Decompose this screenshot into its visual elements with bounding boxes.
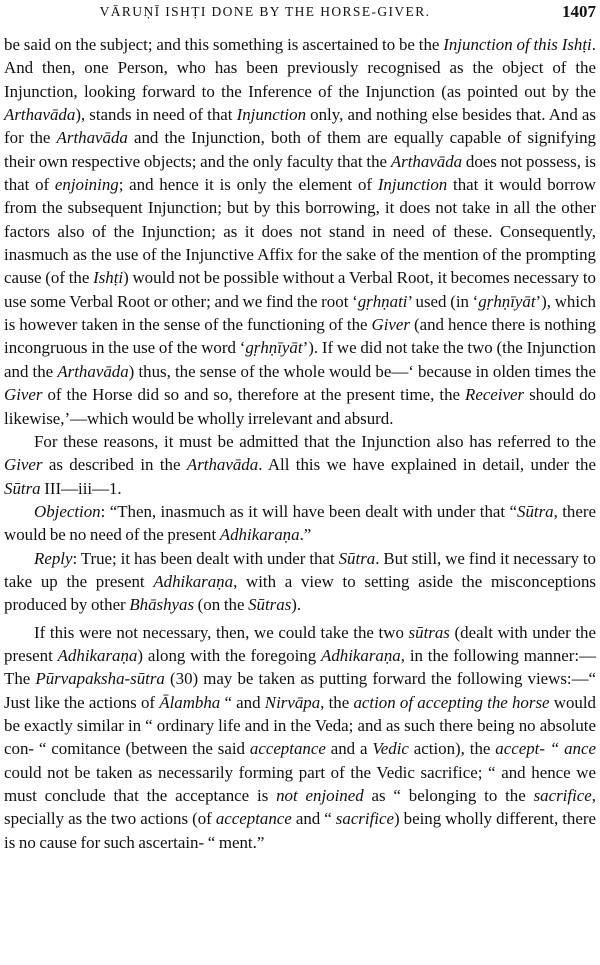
text-run: could not be taken as necessarily forming part of the Vedic sacrifice; “ and hence we must conclude that the acceptance is bbox=[4, 762, 596, 805]
text-run: If this were not necessary, then, we could take the two bbox=[34, 622, 409, 642]
italic-text: Adhikaraṇa bbox=[219, 525, 300, 545]
text-run: III—iii—1. bbox=[40, 478, 122, 498]
text-run: ) would not be possible without a Verbal Root, it becomes necessary to use some Verbal Root or other; and we find the root ‘ bbox=[4, 268, 596, 311]
italic-text: Nirvāpa bbox=[264, 692, 321, 712]
italic-text: gṛhṇīyāt bbox=[245, 338, 303, 358]
paragraph bbox=[4, 500, 596, 547]
italic-text: Ishṭi bbox=[93, 268, 124, 288]
body-text bbox=[4, 33, 596, 854]
running-title: VĀRUṆĪ ISHṬI DONE BY THE HORSE-GIVER. bbox=[99, 4, 431, 19]
italic-text: enjoining bbox=[54, 175, 119, 195]
text-run: : “Then, inasmuch as it will have been dealt with under that “ bbox=[100, 501, 517, 521]
text-run: ) being wholly different, there is no cause for such ascertain- “ ment.” bbox=[4, 809, 596, 852]
text-run: and a bbox=[325, 739, 373, 759]
italic-text: Sūtra bbox=[517, 501, 554, 521]
italic-text: action of accepting the horse bbox=[353, 692, 550, 712]
text-run: , with a view to setting aside the misconceptions produced by other bbox=[4, 571, 596, 615]
paragraph bbox=[4, 547, 596, 617]
text-run: ’), which is however taken in the sense of the functioning of the bbox=[4, 291, 596, 335]
italic-text: not enjoined bbox=[276, 786, 364, 805]
text-run: . All this we have explained in detail, under the bbox=[258, 455, 596, 475]
italic-text: Objection bbox=[34, 501, 101, 521]
italic-text: acceptance bbox=[249, 739, 326, 759]
text-run: as described in the bbox=[42, 455, 187, 475]
page-number: 1407 bbox=[562, 2, 596, 21]
text-run: ). bbox=[291, 595, 302, 615]
text-run: of the Horse did so and so, therefore at the present time, the bbox=[42, 385, 465, 405]
italic-text: Adhikaraṇa bbox=[321, 645, 401, 665]
italic-text: Giver bbox=[4, 385, 43, 405]
paragraph bbox=[4, 33, 596, 430]
text-run: , the bbox=[320, 692, 354, 712]
italic-text: Vedic bbox=[372, 739, 409, 759]
text-run: ) along with the foregoing bbox=[137, 645, 321, 665]
italic-text: acceptance bbox=[215, 809, 292, 829]
italic-text: Arthavāda bbox=[57, 361, 129, 381]
text-run: and the Injunction, both of them are equally capable of signifying their own respective objects; and the only faculty that the bbox=[4, 128, 597, 171]
italic-text: Sūtra bbox=[338, 548, 376, 568]
text-run: ; and hence it is only the element of bbox=[118, 175, 378, 195]
text-run: . And then, one Person, who has been previously recognised as the object of the Injunction, looking forward to the Inference of the Injunction (as pointed out by the bbox=[4, 35, 596, 101]
text-run: and “ bbox=[291, 809, 336, 829]
text-run: (dealt with under the present bbox=[4, 622, 597, 665]
italic-text: accept- “ ance bbox=[495, 739, 596, 759]
text-run: : True; it has been dealt with under that bbox=[72, 548, 339, 568]
italic-text: Arthavāda bbox=[56, 128, 128, 148]
text-run: (on the bbox=[194, 595, 249, 615]
italic-text: Bhāshyas bbox=[129, 595, 195, 615]
italic-text: Sūtras bbox=[248, 595, 292, 615]
italic-text: Adhikaraṇa bbox=[57, 645, 138, 665]
paragraph bbox=[4, 621, 596, 854]
text-run: (and hence there is nothing incongruous in the use of the word ‘ bbox=[4, 315, 596, 358]
text-run: be said on the subject; and this something is ascertained to be the bbox=[4, 35, 444, 54]
text-run: would be exactly similar in “ ordinary life and in the Veda; and as such there being no absolute con- “ comitance (between the said bbox=[4, 692, 596, 759]
italic-text: gṛhṇīyāt bbox=[478, 291, 536, 311]
italic-text: sūtras bbox=[408, 622, 450, 642]
italic-text: gṛhṇati bbox=[357, 291, 408, 311]
text-run: ) thus, the sense of the whole would be—‘ because in olden times the bbox=[128, 361, 596, 381]
text-run: ), stands in need of that bbox=[75, 105, 237, 125]
italic-text: sacrifice bbox=[533, 786, 592, 805]
italic-text: Giver bbox=[4, 455, 43, 475]
italic-text: Giver bbox=[371, 315, 410, 335]
italic-text: Arthavāda bbox=[4, 105, 76, 125]
text-run: “ and bbox=[220, 692, 265, 712]
text-run: , there would be no need of the present bbox=[4, 501, 596, 545]
paragraph bbox=[4, 430, 596, 500]
text-run: only, and nothing else besides that. And as for the bbox=[4, 105, 596, 148]
italic-text: Pūrvapaksha-sūtra bbox=[35, 669, 165, 689]
text-run: should do likewise,’—which would be wholly irrelevant and absurd. bbox=[4, 385, 596, 428]
text-run: For these reasons, it must be admitted that the Injunction also has referred to the bbox=[34, 431, 596, 451]
italic-text: Reply bbox=[34, 548, 73, 568]
text-run: .” bbox=[299, 525, 312, 545]
italic-text: Ālambha bbox=[159, 692, 221, 712]
running-header bbox=[0, 2, 600, 24]
text-run: ’ used (in ‘ bbox=[407, 291, 479, 311]
italic-text: Sūtra bbox=[4, 478, 41, 498]
italic-text: Receiver bbox=[465, 385, 525, 405]
italic-text: Arthavāda bbox=[186, 455, 259, 475]
italic-text: sacrifice bbox=[335, 809, 394, 829]
italic-text: Arthavāda bbox=[390, 151, 463, 171]
text-run: that it would borrow from the subsequent Injunction; but by this borrowing, it does not take in all the other factors also of the Injunction; as it does not stand in need of these. Consequently, inasmuch as the use of the Injunctive Affix for the sake of the mention of the prompting cause (of the bbox=[4, 175, 596, 288]
text-run: does not possess, is that of bbox=[4, 151, 596, 195]
text-run: , specially as the two actions (of bbox=[4, 786, 596, 829]
italic-text: Injunction of this Ishṭi bbox=[443, 35, 592, 54]
text-run: (30) may be taken as putting forward the following views:—“ Just like the actions of bbox=[4, 669, 596, 712]
text-run: , in the following manner:—The bbox=[4, 645, 596, 689]
italic-text: Injunction bbox=[236, 105, 307, 125]
text-run: as “ belonging to the bbox=[363, 786, 534, 805]
italic-text: Injunction bbox=[377, 175, 448, 195]
text-run: action), the bbox=[408, 739, 496, 759]
text-run: ’). If we did not take the two (the Injunction and the bbox=[4, 338, 596, 381]
text-run: . But still, we find it necessary to take up the present bbox=[4, 548, 596, 591]
italic-text: Adhikaraṇa bbox=[153, 571, 234, 591]
